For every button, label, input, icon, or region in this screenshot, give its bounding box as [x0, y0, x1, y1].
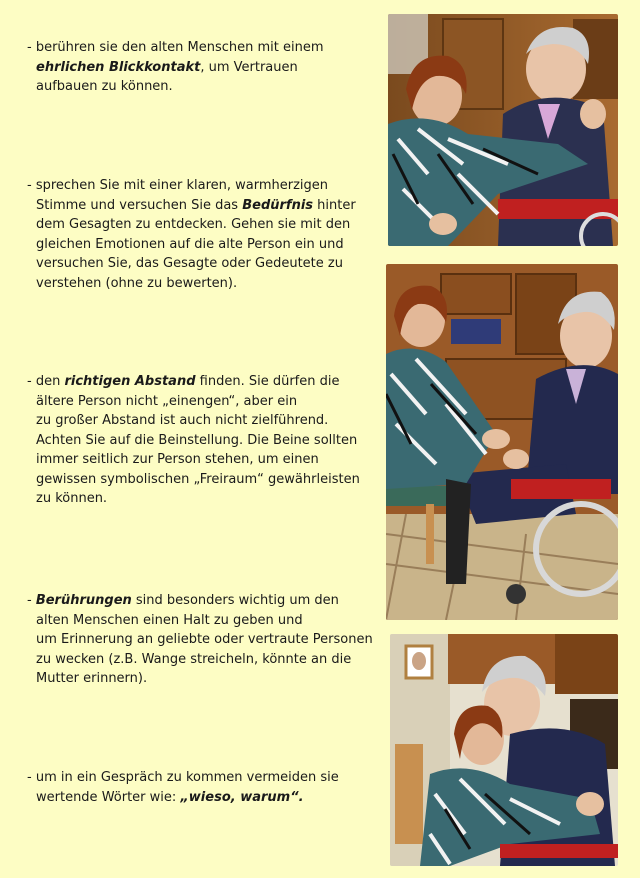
- text-run: - berühren sie den alten Menschen mit einem: [27, 40, 324, 55]
- text-line: [27, 196, 379, 216]
- text-run: zu können.: [36, 491, 108, 506]
- text-run: versuchen Sie, das Gesagte oder Gedeutete zu: [36, 256, 343, 271]
- text-run: dem Gesagten zu entdecken. Gehen sie mit den: [36, 217, 351, 232]
- emphasized-text: Bedürfnis: [242, 197, 314, 213]
- text-run: finden. Sie dürfen die: [195, 374, 340, 389]
- text-run: alten Menschen einen Halt zu geben und: [36, 612, 303, 628]
- text-run: gewissen symbolischen „Freiraum“ gewährleisten: [36, 471, 360, 487]
- paragraph-right-distance: [27, 372, 379, 509]
- photo-distance-illustration: [386, 264, 618, 620]
- text-line: [27, 235, 379, 255]
- text-line: [27, 215, 379, 235]
- text-line: [27, 274, 379, 294]
- text-run: verstehen (ohne zu bewerten).: [36, 275, 238, 291]
- text-line: [27, 788, 379, 808]
- text-run: sind besonders wichtig um den: [131, 593, 339, 608]
- emphasized-text: ehrlichen Blickkontakt: [36, 59, 201, 75]
- text-run: hinter: [313, 197, 356, 213]
- photo-touch: [390, 634, 618, 866]
- text-run: zu wecken (z.B. Wange streicheln, könnte an die: [36, 651, 352, 667]
- text-run: um Erinnerung an geliebte oder vertraute Personen: [36, 632, 373, 647]
- text-run: aufbauen zu können.: [36, 79, 173, 94]
- text-run: Achten Sie auf die Beinstellung. Die Beine sollten: [36, 432, 358, 448]
- text-line: [27, 470, 379, 490]
- text-line: [27, 591, 379, 611]
- text-line: [27, 489, 379, 509]
- text-line: [27, 176, 379, 196]
- photo-touch-illustration: [390, 634, 618, 866]
- text-run: - um in ein Gespräch zu kommen vermeiden sie: [27, 770, 339, 785]
- photo-distance: [386, 264, 618, 620]
- text-line: [27, 38, 379, 58]
- text-run: immer seitlich zur Person stehen, um einen: [36, 452, 319, 467]
- text-run: Stimme und versuchen Sie das: [36, 197, 243, 213]
- paragraph-eye-contact: [27, 38, 379, 97]
- text-line: [27, 431, 379, 451]
- text-line: [27, 630, 379, 650]
- paragraph-touch: [27, 591, 379, 689]
- emphasized-text: richtigen Abstand: [64, 374, 196, 389]
- text-line: [27, 372, 379, 392]
- emphasized-text: Berührungen: [35, 593, 132, 608]
- text-run: Mutter erinnern).: [36, 671, 148, 686]
- text-line: [27, 392, 379, 412]
- text-line: [27, 254, 379, 274]
- text-line: [27, 450, 379, 470]
- photo-eye-contact: [388, 14, 618, 246]
- text-run: ältere Person nicht „einengen“, aber ein: [36, 393, 298, 409]
- text-line: [27, 669, 379, 689]
- paragraph-voice-needs: [27, 176, 379, 293]
- photo-eye-contact-illustration: [388, 14, 618, 246]
- text-line: [27, 411, 379, 431]
- text-line: [27, 650, 379, 670]
- paragraph-avoid-judging-words: [27, 768, 379, 807]
- text-line: [27, 58, 379, 78]
- text-run: -: [27, 593, 36, 608]
- text-run: , um Vertrauen: [200, 59, 298, 75]
- text-run: wertende Wörter wie:: [36, 789, 181, 805]
- text-run: - den: [27, 374, 65, 389]
- text-run: zu großer Abstand ist auch nicht zielführend.: [36, 413, 329, 428]
- text-line: [27, 768, 379, 788]
- text-line: [27, 611, 379, 631]
- text-run: gleichen Emotionen auf die alte Person ein und: [36, 236, 344, 252]
- text-run: - sprechen Sie mit einer klaren, warmherzigen: [27, 178, 329, 193]
- text-line: [27, 77, 379, 97]
- emphasized-text: „wieso, warum“.: [180, 789, 304, 805]
